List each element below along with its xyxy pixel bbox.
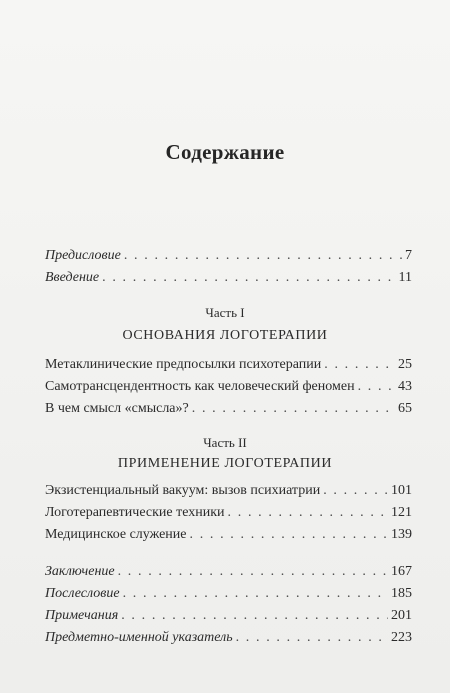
dot-leader xyxy=(236,628,388,648)
toc-entry-page: 43 xyxy=(398,379,412,394)
toc-entry xyxy=(45,355,412,375)
dot-leader xyxy=(324,355,395,375)
toc-entry-label: Введение xyxy=(45,270,100,285)
toc-entry xyxy=(45,606,412,626)
part-name: ОСНОВАНИЯ ЛОГОТЕРАПИИ xyxy=(122,328,328,343)
part-name: ПРИМЕНЕНИЕ ЛОГОТЕРАПИИ xyxy=(117,456,333,471)
dot-leader xyxy=(358,377,395,397)
toc-entry xyxy=(45,562,412,582)
dot-leader xyxy=(228,503,388,523)
toc-entry-label: Заключение xyxy=(45,564,115,579)
dot-leader xyxy=(192,399,395,419)
toc-entry-page: 201 xyxy=(391,608,412,623)
toc-entry-label: Предметно-именной указатель xyxy=(45,630,233,645)
toc-entry-label: В чем смысл «смысла»? xyxy=(45,401,189,416)
toc-entry-label: Предисловие xyxy=(45,248,121,263)
page-title: Содержание xyxy=(165,140,285,164)
toc-entry-page: 223 xyxy=(391,630,412,645)
toc-entry xyxy=(45,399,412,419)
dot-leader xyxy=(121,606,388,626)
toc-entry xyxy=(45,584,412,604)
toc-entry-page: 7 xyxy=(405,248,412,263)
toc-entry-label: Экзистенциальный вакуум: вызов психиатрии xyxy=(45,483,321,498)
toc-entry-page: 185 xyxy=(391,586,412,601)
toc-entry-label: Послесловие xyxy=(45,586,120,601)
dot-leader xyxy=(124,246,402,266)
toc-entry-page: 25 xyxy=(398,357,412,372)
toc-entry xyxy=(45,503,412,523)
toc-entry xyxy=(45,628,412,648)
part-heading: Часть I xyxy=(205,305,245,320)
toc-entry-page: 121 xyxy=(391,505,412,520)
toc-entry-label: Самотрансцендентность как человеческий феномен xyxy=(45,379,355,394)
toc-entry xyxy=(45,481,412,501)
dot-leader xyxy=(190,525,389,545)
toc-entry-page: 139 xyxy=(391,527,412,542)
toc-entry-label: Примечания xyxy=(45,608,119,623)
dot-leader xyxy=(118,562,388,582)
toc-entry xyxy=(45,268,412,288)
part-heading: Часть II xyxy=(203,435,247,450)
toc-entry-page: 65 xyxy=(398,401,412,416)
dot-leader xyxy=(323,481,388,501)
toc-entry-label: Логотерапевтические техники xyxy=(45,505,225,520)
dot-leader xyxy=(123,584,388,604)
toc-entry-label: Метаклинические предпосылки психотерапии xyxy=(45,357,322,372)
toc-entry xyxy=(45,377,412,397)
dot-leader xyxy=(102,268,395,288)
toc-entry xyxy=(45,525,412,545)
toc-entry-page: 167 xyxy=(391,564,412,579)
toc-entry-page: 11 xyxy=(398,270,412,285)
toc-entry xyxy=(45,246,412,266)
toc-entry-label: Медицинское служение xyxy=(45,527,187,542)
toc-entry-page: 101 xyxy=(391,483,412,498)
